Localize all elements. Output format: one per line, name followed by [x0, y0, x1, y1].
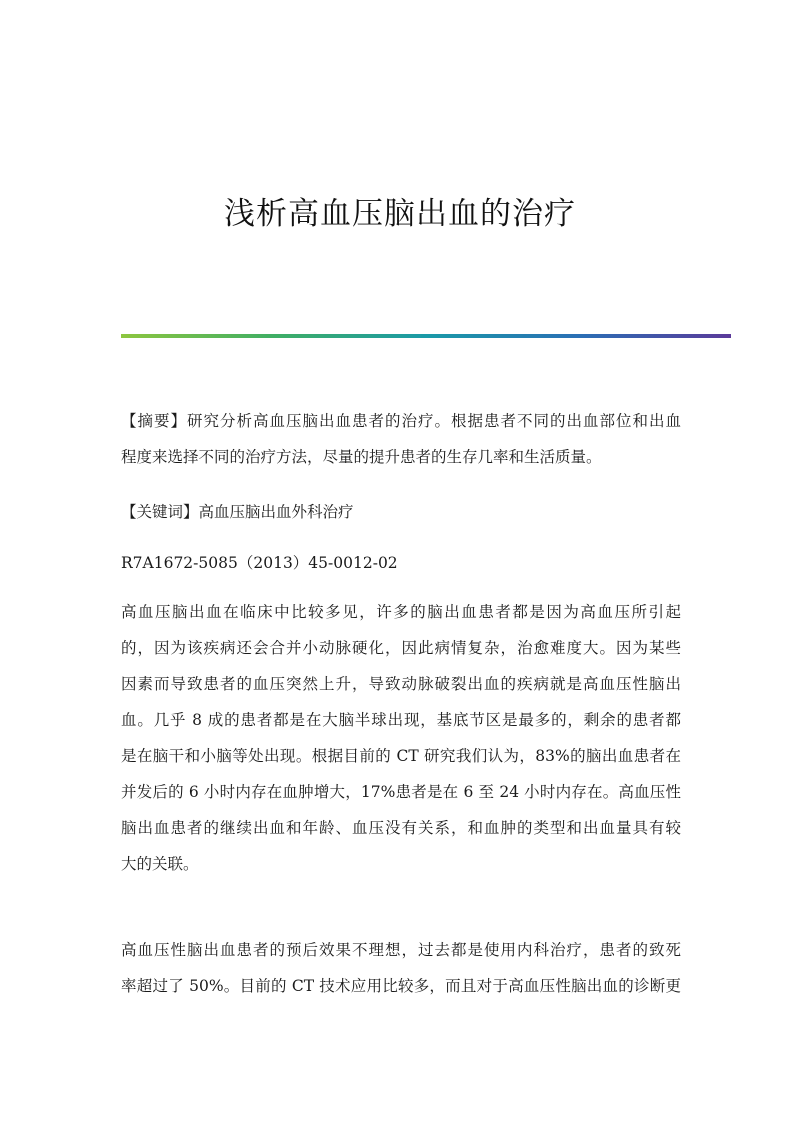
- paragraph-line: 高血压脑出血在临床中比较多见，许多的脑出血患者都是因为高血压所引起: [121, 603, 681, 621]
- abstract-line: 【摘要】研究分析高血压脑出血患者的治疗。根据患者不同的出血部位和出血: [121, 412, 681, 430]
- keywords-line: 【关键词】高血压脑出血外科治疗: [121, 503, 354, 521]
- paragraph-line: 的，因为该疾病还会合并小动脉硬化，因此病情复杂，治愈难度大。因为某些: [121, 639, 681, 657]
- paragraph-line: 因素而导致患者的血压突然上升，导致动脉破裂出血的疾病就是高血压性脑出: [121, 675, 681, 693]
- title-divider: [121, 334, 731, 338]
- paragraph-line: 高血压性脑出血患者的预后效果不理想，过去都是使用内科治疗，患者的致死: [121, 941, 681, 959]
- abstract-line: 程度来选择不同的治疗方法，尽量的提升患者的生存几率和生活质量。: [121, 448, 602, 466]
- paragraph-line: 是在脑干和小脑等处出现。根据目前的 CT 研究我们认为，83%的脑出血患者在: [121, 747, 681, 765]
- paragraph-line: 大的关联。: [121, 855, 199, 873]
- paragraph-line: 率超过了 50%。目前的 CT 技术应用比较多，而且对于高血压性脑出血的诊断更: [121, 977, 681, 995]
- paragraph-line: 脑出血患者的继续出血和年龄、血压没有关系，和血肿的类型和出血量具有较: [121, 819, 681, 837]
- paragraph-line: 并发后的 6 小时内存在血肿增大，17%患者是在 6 至 24 小时内存在。高血压性: [121, 783, 681, 801]
- keywords: [121, 494, 681, 530]
- document-title: 浅析高血压脑出血的治疗: [224, 196, 576, 232]
- abstract: [121, 403, 681, 475]
- classification-code: [121, 545, 681, 581]
- classification-code-line: R7A1672-5085（2013）45-0012-02: [121, 554, 398, 572]
- paragraph-1: [121, 594, 681, 882]
- paragraph-line: 血。几乎 8 成的患者都是在大脑半球出现，基底节区是最多的，剩余的患者都: [121, 711, 681, 729]
- paragraph-2: [121, 932, 681, 1004]
